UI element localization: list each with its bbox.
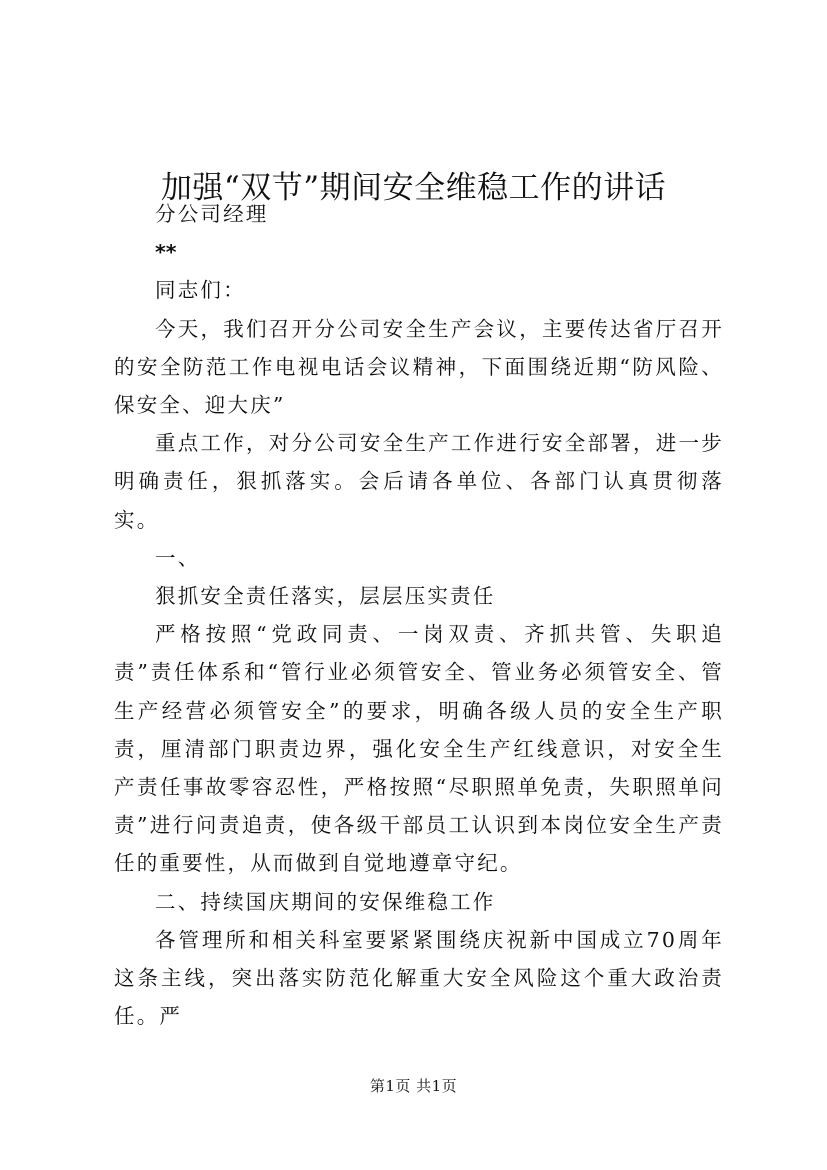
body-paragraph: 各管理所和相关科室要紧紧围绕庆祝新中国成立70周年这条主线，突出落实防范化解重大安全风险这个重大政治责任。严 [114,927,724,1029]
body-paragraph: 今天，我们召开分公司安全生产会议，主要传达省厅召开的安全防范工作电视电话会议精神，下面围绕近期“防风险、保安全、迎大庆” [114,316,724,418]
section-heading: 二、持续国庆期间的安保维稳工作 [155,889,496,914]
body-paragraph: 严格按照“党政同责、一岗双责、齐抓共管、失职追责”责任体系和“管行业必须管安全、管业务必须管安全、管生产经营必须管安全”的要求，明确各级人员的安全生产职责，厘清部门职责边界，强化安全生产红线意识，对安全生产责任事故零容忍性，严格按照“尽职照单免责，失职照单问责”进行问责追责，使各级干部员工认识到本岗位安全生产责任的重要性，从而做到自觉地遵章守纪。 [114,622,724,876]
salutation: 同志们： [155,278,246,303]
author-position: 分公司经理 [155,202,269,226]
author-name: ** [155,240,177,265]
body-paragraph: 重点工作，对分公司安全生产工作进行安全部署，进一步明确责任，狠抓落实。会后请各单位、各部门认真贯彻落实。 [114,431,724,532]
document-title: 加强“双节”期间安全维稳工作的讲话 [160,169,667,206]
document-body [114,195,724,1035]
page-number-footer: 第1页 共1页 [369,1077,458,1095]
section-heading: 狠抓安全责任落实，层层压实责任 [155,584,496,609]
section-number: 一、 [155,545,201,570]
